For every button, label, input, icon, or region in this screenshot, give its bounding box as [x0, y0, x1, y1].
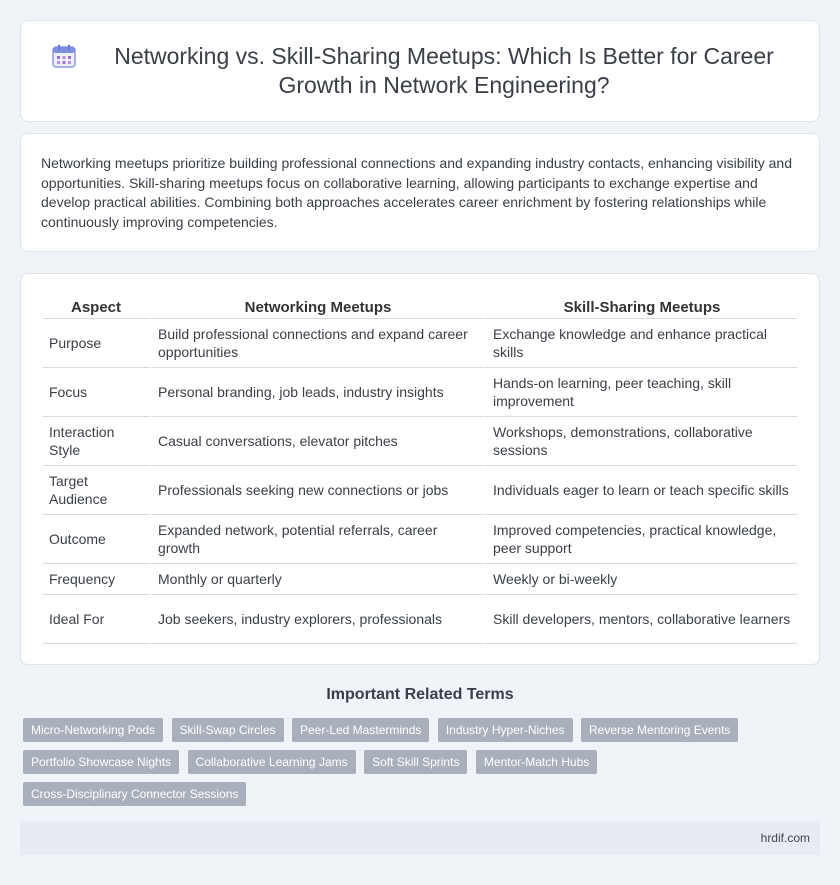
row-aspect: Outcome [43, 515, 149, 564]
table-row [43, 515, 797, 564]
row-skill-sharing: Skill developers, mentors, collaborative learners [484, 595, 797, 644]
row-aspect: Purpose [43, 319, 149, 368]
footer [20, 821, 820, 855]
calendar-icon [51, 43, 77, 69]
row-skill-sharing: Individuals eager to learn or teach specific skills [484, 466, 797, 515]
row-networking: Expanded network, potential referrals, career growth [149, 515, 484, 564]
header-skill-sharing: Skill-Sharing Meetups [484, 296, 797, 319]
related-terms-title: Important Related Terms [326, 686, 514, 703]
summary-card [20, 133, 820, 252]
table-header-row [43, 296, 797, 319]
row-skill-sharing: Workshops, demonstrations, collaborative sessions [484, 417, 797, 466]
row-skill-sharing: Weekly or bi-weekly [484, 564, 797, 595]
summary-text: Networking meetups prioritize building professional connections and expanding industry contacts, enhancing visibility and opportunities. Skill-sharing meetups focus on collaborative learning, allowing participants to exchange expertise and develop practical abilities. Combining both approaches accelerates career enrichment by fostering relationships while continuously improving competencies. [41, 155, 792, 230]
tag-mentor-match-hubs[interactable]: Mentor-Match Hubs [476, 750, 597, 774]
row-networking: Personal branding, job leads, industry insights [149, 368, 484, 417]
comparison-table [43, 296, 797, 644]
row-networking: Monthly or quarterly [149, 564, 484, 595]
tag-portfolio-showcase-nights[interactable]: Portfolio Showcase Nights [23, 750, 179, 774]
page-title: Networking vs. Skill-Sharing Meetups: Which Is Better for Career Growth in Network Engineering? [114, 43, 774, 98]
table-row [43, 595, 797, 644]
row-skill-sharing: Improved competencies, practical knowledge, peer support [484, 515, 797, 564]
tag-soft-skill-sprints[interactable]: Soft Skill Sprints [364, 750, 467, 774]
tag-skill-swap-circles[interactable]: Skill-Swap Circles [172, 718, 284, 742]
comparison-table-card [20, 273, 820, 665]
tag-cross-disciplinary-connector-sessions[interactable]: Cross-Disciplinary Connector Sessions [23, 782, 246, 806]
tag-collaborative-learning-jams[interactable]: Collaborative Learning Jams [188, 750, 356, 774]
row-aspect: Frequency [43, 564, 149, 595]
title-card [20, 20, 820, 122]
row-skill-sharing: Hands-on learning, peer teaching, skill improvement [484, 368, 797, 417]
table-row [43, 466, 797, 515]
header-networking: Networking Meetups [149, 296, 484, 319]
table-row [43, 319, 797, 368]
row-skill-sharing: Exchange knowledge and enhance practical skills [484, 319, 797, 368]
table-row [43, 564, 797, 595]
table-row [43, 417, 797, 466]
tag-peer-led-masterminds[interactable]: Peer-Led Masterminds [292, 718, 429, 742]
row-aspect: Target Audience [43, 466, 149, 515]
row-networking: Professionals seeking new connections or jobs [149, 466, 484, 515]
header-aspect: Aspect [43, 296, 149, 319]
tag-industry-hyper-niches[interactable]: Industry Hyper-Niches [438, 718, 573, 742]
tag-reverse-mentoring-events[interactable]: Reverse Mentoring Events [581, 718, 738, 742]
row-networking: Build professional connections and expand career opportunities [149, 319, 484, 368]
row-networking: Casual conversations, elevator pitches [149, 417, 484, 466]
related-terms-list [23, 718, 823, 814]
table-row [43, 368, 797, 417]
row-aspect: Interaction Style [43, 417, 149, 466]
row-aspect: Ideal For [43, 595, 149, 644]
row-networking: Job seekers, industry explorers, professionals [149, 595, 484, 644]
footer-site[interactable]: hrdif.com [760, 831, 810, 845]
tag-micro-networking-pods[interactable]: Micro-Networking Pods [23, 718, 163, 742]
row-aspect: Focus [43, 368, 149, 417]
